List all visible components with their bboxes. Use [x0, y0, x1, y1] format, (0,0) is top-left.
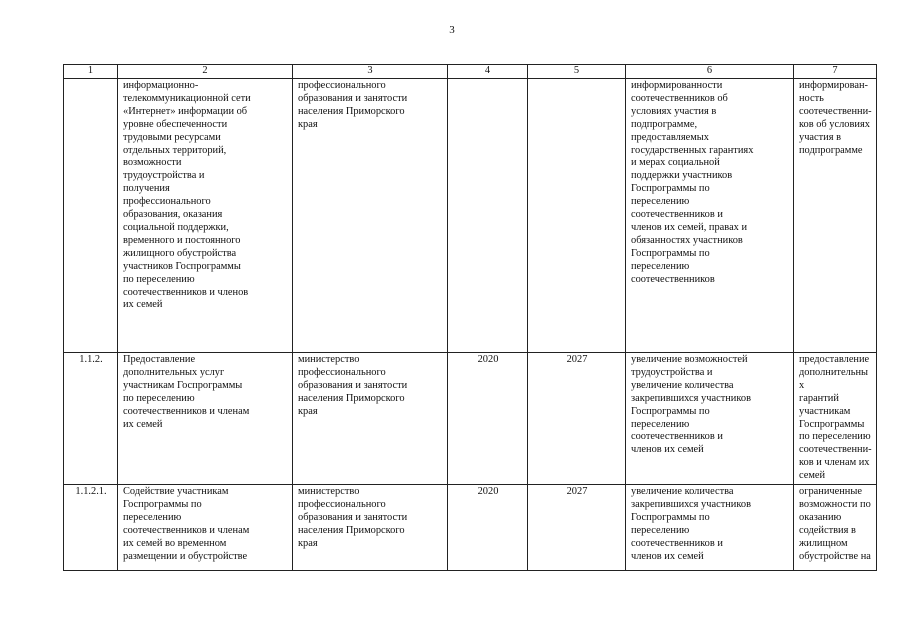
- table-row: [64, 485, 877, 571]
- executor-cell: профессионального образования и занятости населения Приморского края: [293, 79, 448, 353]
- item-number: 1.1.2.: [64, 353, 118, 485]
- activity-cell: Содействие участникам Госпрограммы по переселению соотечественников и членам их семей во временном размещении и обустройстве: [118, 485, 293, 571]
- column-header-6: 6: [626, 65, 794, 79]
- column-header-5: 5: [528, 65, 626, 79]
- activity-cell: Предоставление дополнительных услуг участникам Госпрограммы по переселению соотечественников и членам их семей: [118, 353, 293, 485]
- start-year-cell: 2020: [448, 485, 528, 571]
- end-year-cell: 2027: [528, 353, 626, 485]
- executor-cell: министерство профессионального образования и занятости населения Приморского края: [293, 353, 448, 485]
- consequence-cell: предоставление дополнительных гарантий участникам Госпрограммы по переселению соотечественни- ков и членам их семей: [794, 353, 877, 485]
- expected-result-cell: увеличение количества закрепившихся участников Госпрограммы по переселению соотечественников и членов их семей: [626, 485, 794, 571]
- header-row: [64, 65, 877, 79]
- start-year-cell: 2020: [448, 353, 528, 485]
- end-year-cell: 2027: [528, 485, 626, 571]
- column-header-4: 4: [448, 65, 528, 79]
- measures-table: [63, 64, 877, 571]
- activity-cell: информационно- телекоммуникационной сети «Интернет» информации об уровне обеспеченности трудовыми ресурсами отдельных территорий, возможности трудоустройства и получения профессионального образования, оказания социальной поддержки, временного и постоянного жилищного обустройства участников Госпрограммы по переселению соотечественников и членов их семей: [118, 79, 293, 353]
- end-year-cell: [528, 79, 626, 353]
- table-row: [64, 79, 877, 353]
- column-header-2: 2: [118, 65, 293, 79]
- executor-cell: министерство профессионального образования и занятости населения Приморского края: [293, 485, 448, 571]
- consequence-cell: информирован- ность соотечественни- ков об условиях участия в подпрограмме: [794, 79, 877, 353]
- column-header-3: 3: [293, 65, 448, 79]
- expected-result-cell: информированности соотечественников об условиях участия в подпрограмме, предоставляемых государственных гарантиях и мерах социальной поддержки участников Госпрограммы по переселению соотечественников и членов их семей, правах и обязанностях участников Госпрограммы по переселению соотечественников: [626, 79, 794, 353]
- expected-result-cell: увеличение возможностей трудоустройства и увеличение количества закрепившихся участников Госпрограммы по переселению соотечественников и членов их семей: [626, 353, 794, 485]
- consequence-cell: ограниченные возможности по оказанию содействия в жилищном обустройстве на: [794, 485, 877, 571]
- column-header-7: 7: [794, 65, 877, 79]
- table-row: [64, 353, 877, 485]
- start-year-cell: [448, 79, 528, 353]
- page-number: 3: [449, 24, 455, 36]
- column-header-1: 1: [64, 65, 118, 79]
- item-number: 1.1.2.1.: [64, 485, 118, 571]
- item-number: [64, 79, 118, 353]
